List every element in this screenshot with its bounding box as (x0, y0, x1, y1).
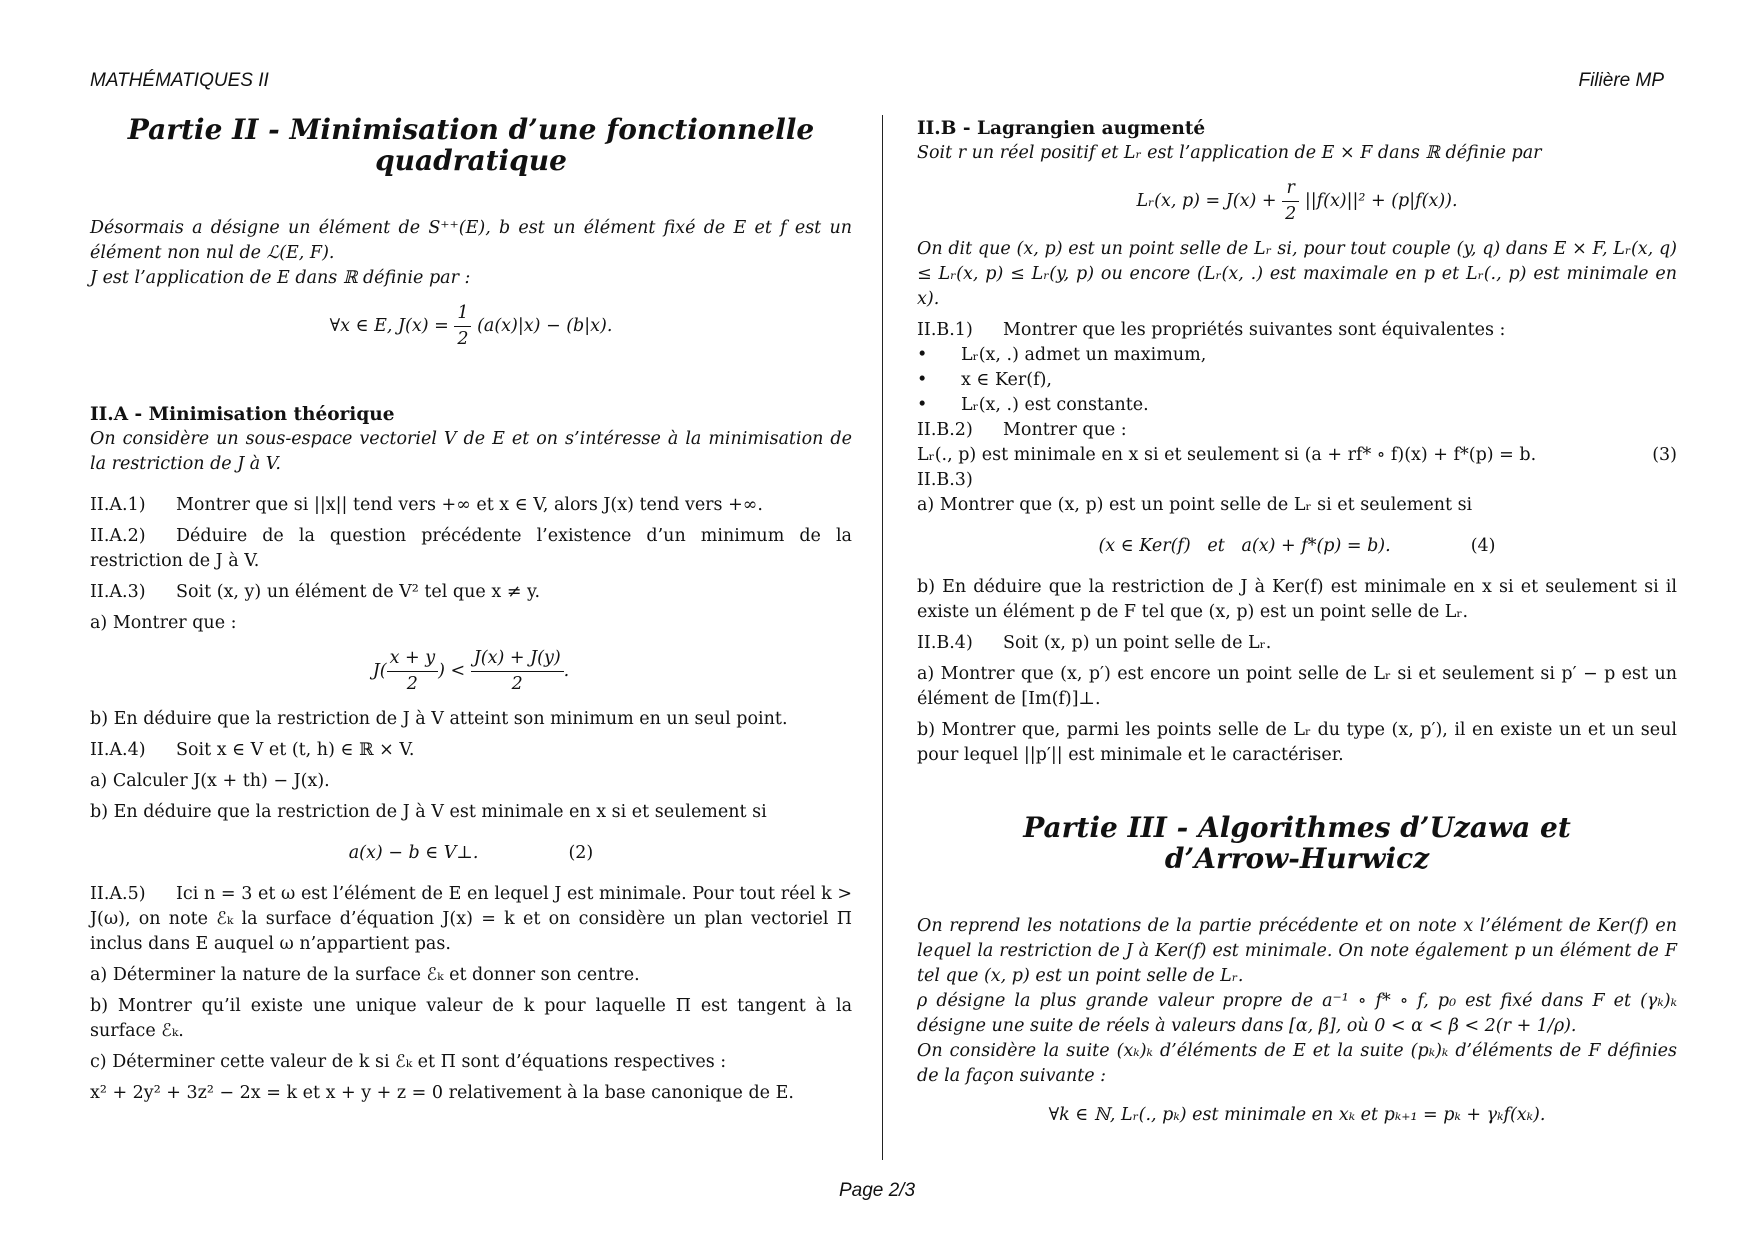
part-ii-title: Partie II - Minimisation d’une fonctionnelle quadratique (127, 113, 815, 177)
part-ii-intro: Désormais a désigne un élément de S⁺⁺(E), b est un élément fixé de E et f est un élément non nul de ℒ(E, F). (90, 218, 852, 263)
saddle-point-definition: On dit que (x, p) est un point selle de Lᵣ si, pour tout couple (y, q) dans E × F, Lᵣ(x, q) ≤ Lᵣ(x, p) ≤ Lᵣ(y, p) ou encore (Lᵣ(x, .) est maximale en p et Lᵣ(., p) est minimale en x). (917, 239, 1677, 309)
header-track: Filière MP (1578, 70, 1664, 91)
fraction: $\frac{1}{2}$ (454, 301, 471, 352)
question-iia1: II.A.1) Montrer que si ||x|| tend vers +∞ et x ∈ V, alors J(x) tend vers +∞. (90, 495, 763, 515)
question-iia2: II.A.2) Déduire de la question précédente l’existence d’un minimum de la restriction de J à V. (90, 526, 852, 571)
equation-J: ∀x ∈ E, J(x) = $\frac{1}{2}$ (a(x)|x) − (b|x). (90, 301, 852, 352)
question-iia4: II.A.4) Soit x ∈ V et (t, h) ∈ ℝ × V. (90, 740, 415, 760)
question-iia5: II.A.5) Ici n = 3 et ω est l’élément de E en lequel J est minimale. Pour tout réel k > J(ω), on note ℰₖ la surface d’équation J(x) = k et on considère un plan vectoriel Π inclus dans E auquel ω n’appartient pas. (90, 884, 852, 954)
question-iib3: II.B.3) (917, 470, 973, 490)
equation-2: a(x) − b ∈ V⊥. (2) (348, 843, 594, 863)
equation-4: (x ∈ Ker(f) et a(x) + f*(p) = b). (4) (1098, 536, 1496, 556)
question-iia4-b: b) En déduire que la restriction de J à V est minimale en x si et seulement si (90, 802, 767, 822)
column-divider (882, 115, 883, 1160)
question-iia5-b: b) Montrer qu’il existe une unique valeur de k pour laquelle Π est tangent à la surface ℰₖ. (90, 996, 852, 1041)
section-iib-title: II.B - Lagrangien augmenté (917, 118, 1206, 139)
question-iia4-a: a) Calculer J(x + th) − J(x). (90, 771, 330, 791)
list-item: • Lᵣ(x, .) admet un maximum, (917, 345, 1207, 365)
part-iii-title: Partie III - Algorithmes d’Uzawa et d’Arrow-Hurwicz (1023, 811, 1571, 875)
header-subject: MATHÉMATIQUES II (90, 70, 269, 91)
question-iia3: II.A.3) Soit (x, y) un élément de V² tel que x ≠ y. (90, 582, 541, 602)
question-iia5-a: a) Déterminer la nature de la surface ℰₖ et donner son centre. (90, 965, 640, 985)
section-iib-intro: Soit r un réel positif et Lᵣ est l’application de E × F dans ℝ définie par (917, 143, 1542, 163)
question-iib4-b: b) Montrer que, parmi les points selle de Lᵣ du type (x, p′), il en existe un et un seul pour lequel ||p′|| est minimale et le caractériser. (917, 720, 1677, 765)
question-iib2: II.B.2) Montrer que : (917, 420, 1127, 440)
question-iia5-equations: x² + 2y² + 3z² − 2x = k et x + y + z = 0 relativement à la base canonique de E. (90, 1083, 794, 1103)
page-number: Page 2/3 (838, 1180, 916, 1201)
equation-3: Lᵣ(., p) est minimale en x si et seulement si (a + rf* ∘ f)(x) + f*(p) = b. (3) (917, 445, 1677, 465)
part-iii-intro: On reprend les notations de la partie précédente et on note x l’élément de Ker(f) en lequel la restriction de J à Ker(f) est minimale. On note également p un élément de F tel que (x, p) est un point selle de Lᵣ. (917, 916, 1677, 986)
equation-convexity: J( $\frac{x + y}{2}$ ) < $\frac{J(x) + J(y)}{2}$ . (372, 648, 570, 694)
question-iia3-a: a) Montrer que : (90, 613, 237, 633)
section-iia-title: II.A - Minimisation théorique (90, 404, 395, 425)
question-iia5-c: c) Déterminer cette valeur de k si ℰₖ et Π sont d’équations respectives : (90, 1052, 727, 1072)
question-iia3-b: b) En déduire que la restriction de J à V atteint son minimum en un seul point. (90, 709, 788, 729)
part-ii-intro-def: J est l’application de E dans ℝ définie par : (90, 268, 471, 288)
question-iib3-b: b) En déduire que la restriction de J à Ker(f) est minimale en x si et seulement si il existe un élément p de F tel que (x, p) est un point selle de Lᵣ. (917, 577, 1677, 622)
left-column (90, 110, 852, 1106)
section-iia-intro: On considère un sous-espace vectoriel V de E et on s’intéresse à la minimisation de la restriction de J à V. (90, 429, 852, 474)
list-item: • x ∈ Ker(f), (917, 370, 1052, 390)
part-iii-sequences: On considère la suite (xₖ)ₖ d’éléments de E et la suite (pₖ)ₖ d’éléments de F définies de la façon suivante : (917, 1041, 1677, 1086)
equation-lagrangian: Lᵣ(x, p) = J(x) + $\frac{r}{2}$ ||f(x)||² + (p|f(x)). (1136, 178, 1458, 224)
question-iib4-a: a) Montrer que (x, p′) est encore un point selle de Lᵣ si et seulement si p′ − p est un élément de [Im(f)]⊥. (917, 664, 1677, 709)
question-iib4: II.B.4) Soit (x, p) un point selle de Lᵣ. (917, 633, 1272, 653)
list-item: • Lᵣ(x, .) est constante. (917, 395, 1149, 415)
right-column (917, 110, 1677, 1138)
equation-uzawa: ∀k ∈ ℕ, Lᵣ(., pₖ) est minimale en xₖ et pₖ₊₁ = pₖ + γₖf(xₖ). (1048, 1105, 1546, 1125)
part-iii-rho: ρ désigne la plus grande valeur propre de a⁻¹ ∘ f* ∘ f, p₀ est fixé dans F et (γₖ)ₖ désigne une suite de réels à valeurs dans [α, β], où 0 < α < β < 2(r + 1/ρ). (917, 991, 1677, 1036)
question-iib3-a: a) Montrer que (x, p) est un point selle de Lᵣ si et seulement si (917, 495, 1473, 515)
question-iib1: II.B.1) Montrer que les propriétés suivantes sont équivalentes : (917, 320, 1506, 340)
